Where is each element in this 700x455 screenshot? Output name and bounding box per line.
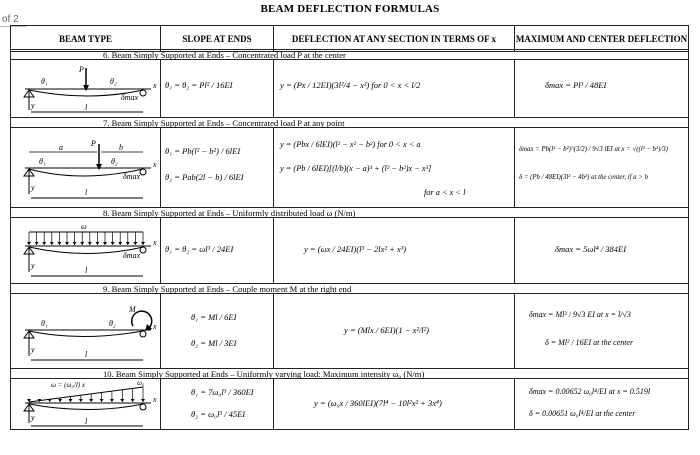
load-arrowhead — [95, 242, 99, 245]
load-arrowhead — [48, 399, 52, 402]
row-9-slope-2: θ₂ = Ml / 3EI — [191, 338, 237, 348]
row-9-deflection-cell — [274, 294, 515, 368]
row-8-diagram-cell — [11, 218, 161, 283]
beam-diagram-point-load — [11, 128, 161, 207]
theta1-label: θ₁ — [41, 319, 48, 328]
beam-diagram-couple-moment — [11, 294, 161, 368]
load-arrowhead — [89, 399, 93, 402]
load-arrowhead — [58, 399, 62, 402]
row-8-slope: θ₁ = θ₂ = ωl³ / 24EI — [165, 244, 234, 254]
beam-diagram-varying-load — [11, 379, 161, 430]
beam-diagram-center-load — [11, 60, 161, 117]
load-arrowhead — [118, 242, 122, 245]
row-7-deflection-1: y = (Pbx / 6lEI)(l² − x² − b²) for 0 < x < a — [280, 140, 421, 149]
load-arrowhead — [88, 242, 92, 245]
y-axis-label: y — [31, 261, 35, 270]
load-arrowhead — [27, 242, 31, 245]
row-6-diagram-cell — [11, 60, 161, 117]
y-axis-label: y — [31, 101, 35, 110]
row-7-maximum-1: δmax = Pb(l² − b²)^(3/2) / 9√3 lEI at x = √((l² − b²)/3) — [519, 146, 668, 153]
document-title: BEAM DEFLECTION FORMULAS — [260, 3, 440, 15]
load-arrowhead — [57, 242, 61, 245]
moment-label: M — [129, 305, 136, 314]
load-arrowhead — [110, 399, 114, 402]
length-label: l — [85, 188, 88, 197]
load-arrowhead — [141, 399, 145, 402]
row-7-deflection-2: y = (Pb / 6lEI)[(l/b)(x − a)³ + (l² − b²)x − x³] — [280, 164, 432, 173]
row-9-slope-1: θ₁ = Ml / 6EI — [191, 312, 237, 322]
load-arrowhead — [131, 399, 135, 402]
theta2-label: θ₂ — [111, 157, 118, 166]
load-arrowhead — [126, 242, 130, 245]
a-label: a — [59, 143, 63, 152]
row-8-maximum: δmax = 5ωl⁴ / 384EI — [555, 244, 627, 254]
load-arrowhead — [68, 399, 72, 402]
theta1-label: θ₁ — [41, 77, 48, 86]
row-10-caption: 10. Beam Simply Supported at Ends – Uniformly varying load: Maximum intensity ω₀ (N/m) — [11, 368, 688, 379]
row-6-slope-cell — [161, 60, 274, 117]
row-10-slope-1: θ₁ = 7ω₀l³ / 360EI — [191, 387, 254, 397]
dmax-label: δmax — [123, 172, 141, 181]
row-6-maximum-cell — [515, 60, 688, 117]
row-6-deflection: y = (Px / 12EI)(3l²/4 − x²) for 0 < x < l/2 — [280, 80, 421, 90]
x-axis-label: x — [153, 322, 157, 331]
dmax-label: δmax — [123, 251, 141, 260]
row-10-diagram-cell — [11, 379, 161, 430]
load-arrowhead — [65, 242, 69, 245]
row-7-slope-1: θ₁ = Pb(l² − b²) / 6lEI — [165, 146, 241, 156]
y-axis-label: y — [31, 183, 35, 192]
load-arrowhead — [111, 242, 115, 245]
row-8-slope-cell — [161, 218, 274, 283]
x-axis-label: x — [153, 395, 157, 404]
row-10-maximum-cell — [515, 379, 688, 430]
row-9-deflection: y = (Mlx / 6EI)(1 − x²/l²) — [344, 325, 430, 335]
row-8-maximum-cell — [515, 218, 688, 283]
length-label: l — [85, 266, 88, 275]
row-9-diagram-cell — [11, 294, 161, 368]
row-9-slope-cell — [161, 294, 274, 368]
x-axis-label: x — [153, 160, 157, 169]
omega-label: ω — [81, 222, 87, 231]
length-label: l — [85, 417, 88, 426]
row-7-maximum-cell — [515, 128, 688, 207]
load-arrowhead — [73, 242, 77, 245]
load-arrowhead — [79, 399, 83, 402]
page-indicator-text: of 2 — [2, 14, 19, 25]
load-arrowhead — [42, 242, 46, 245]
row-7-caption: 7. Beam Simply Supported at Ends – Concentrated load P at any point — [11, 117, 688, 128]
y-axis-label: y — [31, 345, 35, 354]
length-label: l — [85, 103, 88, 112]
x-axis-label: x — [153, 238, 157, 247]
header-deflection: DEFLECTION AT ANY SECTION IN TERMS OF x — [274, 26, 515, 52]
row-10-maximum-2: δ = 0.00651 ω₀l⁴/EI at the center — [529, 409, 636, 418]
row-7-deflection-3: for a < x < l — [424, 188, 466, 197]
row-10-slope-cell — [161, 379, 274, 430]
row-7-slope-cell — [161, 128, 274, 207]
row-7-maximum-2: δ = (Pb / 48EI)(3l² − 4b²) at the center, if a > b — [519, 174, 648, 181]
row-7-diagram-cell — [11, 128, 161, 207]
row-10-maximum-1: δmax = 0.00652 ω₀l⁴/EI at x = 0.519l — [529, 387, 651, 396]
row-7-deflection-cell — [274, 128, 515, 207]
omega0-label: ω₀ — [137, 379, 145, 387]
beam-diagram-uniform-load — [11, 218, 161, 283]
row-6-caption: 6. Beam Simply Supported at Ends – Concentrated load P at the center — [11, 49, 688, 60]
row-9-maximum-1: δmax = Ml² / 9√3 EI at x = l/√3 — [529, 310, 631, 319]
row-6-deflection-cell — [274, 60, 515, 117]
omega-var-label: ω = (ω₀/l) x — [51, 381, 85, 389]
row-8-deflection-cell — [274, 218, 515, 283]
header-slope: SLOPE AT ENDS — [161, 26, 274, 52]
row-9-maximum-cell — [515, 294, 688, 368]
row-6-maximum: δmax = Pl³ / 48EI — [545, 80, 607, 90]
load-arrowhead — [50, 242, 54, 245]
row-7-slope-2: θ₂ = Pab(2l − b) / 6lEI — [165, 172, 244, 182]
y-axis-label: y — [31, 413, 35, 422]
x-axis-label: x — [153, 81, 157, 90]
row-10-deflection-cell — [274, 379, 515, 430]
load-label-p: P — [91, 139, 96, 148]
load-arrowhead — [141, 242, 145, 245]
load-arrowhead — [100, 399, 104, 402]
header-beam-type: BEAM TYPE — [11, 26, 161, 52]
formula-table — [10, 25, 689, 430]
load-arrowhead — [80, 242, 84, 245]
load-arrowhead — [35, 242, 39, 245]
header-maximum: MAXIMUM AND CENTER DEFLECTION — [515, 26, 688, 52]
row-9-maximum-2: δ = Ml² / 16EI at the center — [545, 338, 634, 347]
length-label: l — [85, 350, 88, 359]
load-arrowhead — [103, 242, 107, 245]
row-6-slope: θ₁ = θ₂ = Pl² / 16EI — [165, 80, 233, 90]
load-label-p: P — [79, 65, 84, 74]
theta2-label: θ₂ — [110, 77, 117, 86]
row-8-caption: 8. Beam Simply Supported at Ends – Uniformly distributed load ω (N/m) — [11, 207, 688, 218]
row-10-slope-2: θ₂ = ω₀l³ / 45EI — [191, 409, 246, 419]
theta2-label: θ₂ — [109, 319, 116, 328]
row-10-deflection: y = (ω₀x / 360lEI)(7l⁴ − 10l²x² + 3x⁴) — [314, 398, 442, 408]
load-arrowhead — [120, 399, 124, 402]
row-8-deflection: y = (ωx / 24EI)(l³ − 2lx² + x³) — [304, 244, 407, 254]
load-arrowhead — [133, 242, 137, 245]
row-9-caption: 9. Beam Simply Supported at Ends – Couple moment M at the right end — [11, 283, 688, 294]
theta1-label: θ₁ — [39, 157, 46, 166]
b-label: b — [119, 143, 123, 152]
dmax-label: δmax — [121, 93, 139, 102]
